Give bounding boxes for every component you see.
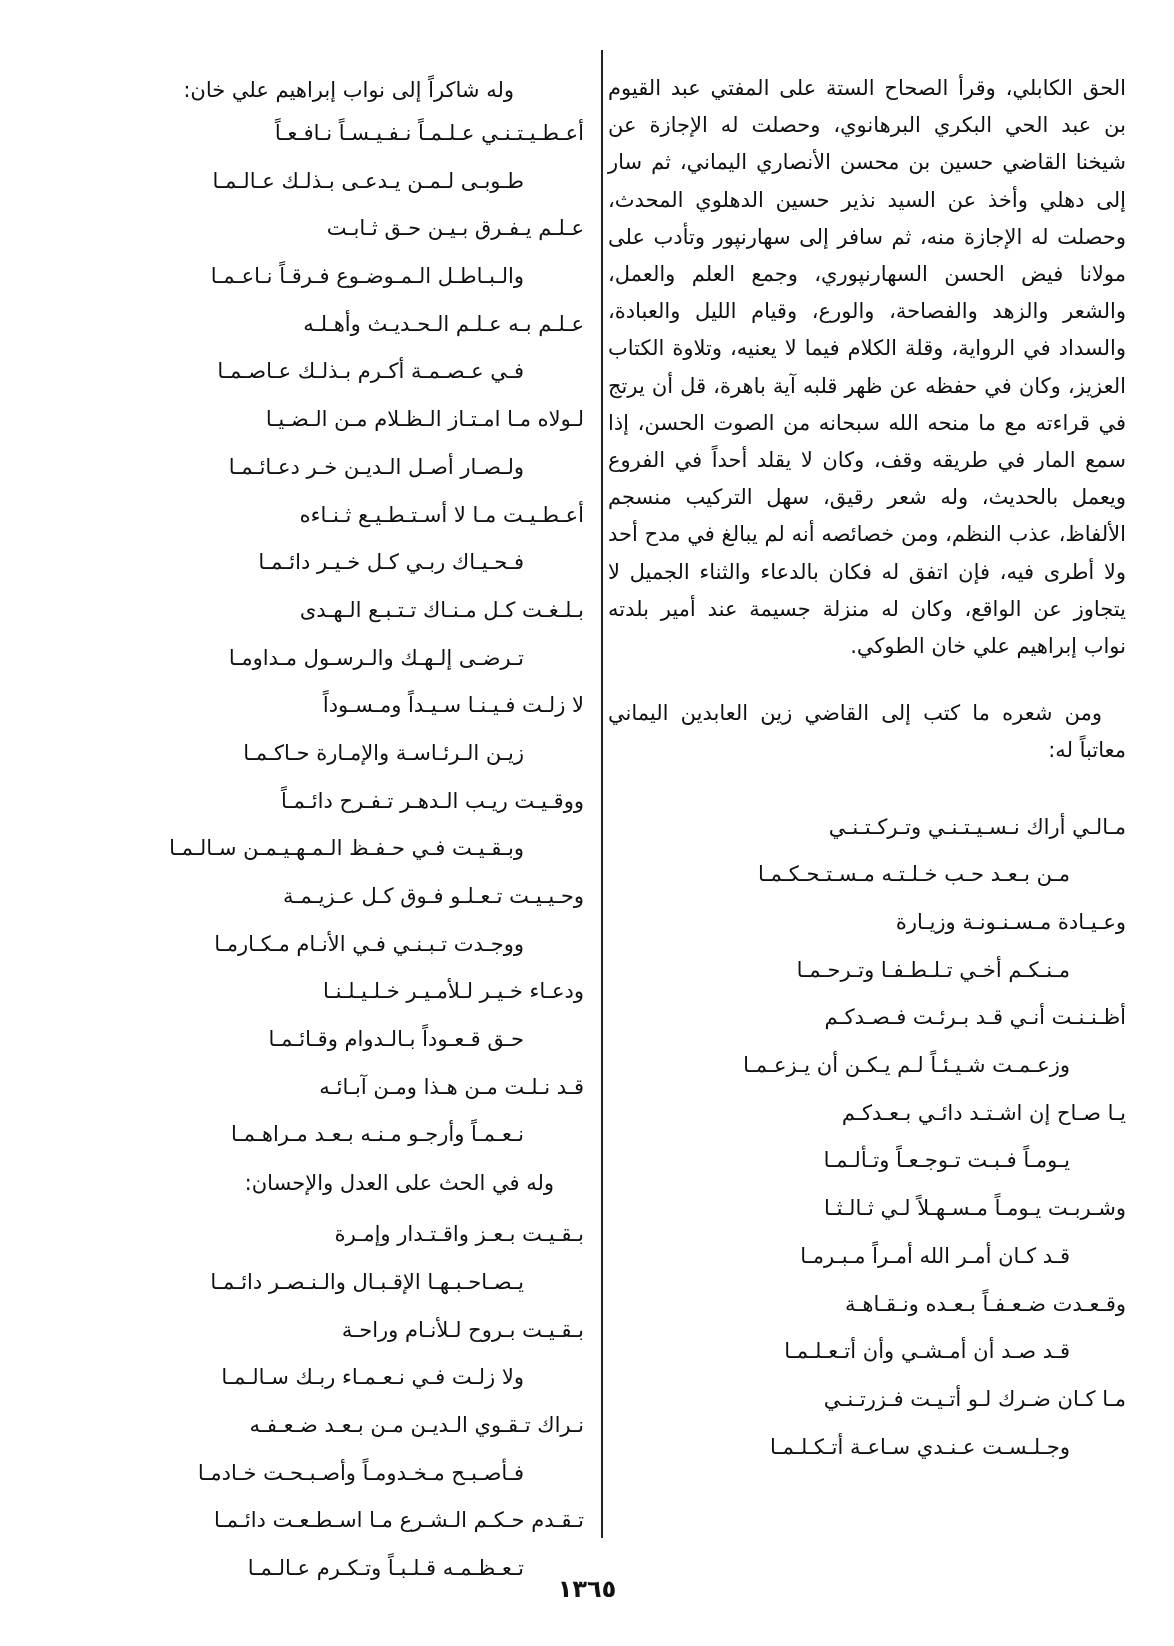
verse-line: نـعـمـاً وأرجـو مـنـه بـعـد مـراهـمـا [231,1122,524,1147]
verse-line: أعـطـيـتـنـي عـلـمـاً نـفـيـسـاً نـافـعـاً [274,121,584,145]
verse-line: قـد نـلـت مـن هـذا ومـن آبـائـه [319,1074,584,1099]
poem-heading-justice: وله في الحث على العدل والإحسان: [244,1171,554,1196]
poem-justice [84,1211,584,1593]
verse-line: ولـصـار أصـل الـديـن خـر دعـائـمـا [228,454,524,479]
verse-line: وقـعـدت ضـعـفـاً بـعـده ونـقـاهـة [845,1291,1126,1316]
column-divider [601,50,603,1538]
verse-line: قـد كـان أمـر الله أمـراً مـبـرمـا [800,1243,1070,1268]
verse-line: وشـربـت يـومـاً مـسـهـلاً لـي ثـالـثـا [824,1196,1126,1221]
verse-line: ولا زلـت فـي نـعـمـاء ربـك سـالـمـا [221,1365,524,1390]
poem-heading-gratitude: وله شاكراً إلى نواب إبراهيم علي خان: [183,78,514,102]
verse-line: وعـيـادة مـسـنـونـة وزيـارة [895,910,1126,935]
page-number: ١٣٦٥ [557,1575,617,1603]
verse-line: مـن بـعـد حـب خـلـتـه مـسـتـحـكـمـا [757,862,1070,887]
biography-paragraph: الحق الكابلي، وقرأ الصحاح الستة على المفتي عبد القيوم بن عبد الحي البكري البرهانوي، وحصلت له الإجازة عن شيخنا القاضي حسين بن محسن الأنصاري اليماني، ثم سار إلى دهلي وأخذ عن السيد نذير حسين الدهلوي المحدث، وحصلت له الإجازة منه، ثم سافر إلى سهارنپور وتأدب على مولانا فيض الحسن السهارنپوري، وجمع العلم والعمل، والشعر والزهد والفصاحة، والورع، وقيام الليل والعبادة، والسداد في الرواية، وقلة الكلام فيما لا يعنيه، وتلاوة الكتاب العزيز، وكان في حفظه عن ظهر قلبه آية باهرة، قل أن يرتج في قراءته مع ما منحه الله سبحانه من الصوت الحسن، إذا سمع المار في طريقه وقف، وكان لا يقلد أحداً في الفروع ويعمل بالحديث، وله شعر رقيق، سهل التركيب منسجم الألفاظ، عذب النظم، ومن خصائصه أنه لم يبالغ في مدح أحد ولا أطرى فيه، فإن اتفق له فكان بالدعاء والثناء الجميل لا يتجاوز عن الواقع، وكان له منزلة جسيمة عند أمير بلدته نواب إبراهيم علي خان الطوكي. [608,76,1126,659]
verse-line: ووجـدت تـبـنـي فـي الأنـام مـكـارمـا [214,931,524,956]
verse-line: مـالـي أراك نـسـيـتـنـي وتـركـتـنـي [828,814,1126,839]
verse-line: عـلـم يـفـرق بـيـن حـق ثـابـت [326,216,584,241]
verse-line: بـقـيـت بـعـز واقـتـدار وإمـرة [334,1222,584,1247]
verse-line: ودعـاء خـيـر لـلأمـيـر خـلـيـلـنـا [323,979,584,1004]
verse-line: ووقـيـت ريـب الـدهـر تـفـرح دائـمـاً [280,788,584,813]
biography-text [608,70,1126,770]
poem-intro: ومن شعره ما كتب إلى القاضي زين العابدين اليماني معاتباً له: [608,701,1126,763]
verse-line: نـراك تـقـوي الـديـن مـن بـعـد ضـعـفـه [249,1412,584,1437]
verse-line: فـأصـبـح مـخـدومـاً وأصـبـحـت خـادمـا [197,1460,524,1485]
verse-line: تـقـدم حـكـم الـشـرع مـا اسـطـعـت دائـمـا [214,1508,584,1533]
verse-line: يـا صـاح إن اشـتـد دائـي بـعـدكـم [841,1100,1126,1125]
verse-line: فـحـيـاك ربـي كـل خـيـر دائـمـا [258,550,524,575]
verse-line: تـعـظـمـه قـلـبـاً وتـكـرم عـالـمـا [247,1555,524,1580]
poem-reproach [608,804,1126,1472]
poem-gratitude [84,110,584,1159]
verse-line: بـلـغـت كـل مـنـاك تـتـبـع الـهـدى [299,597,584,622]
verse-line: بـقـيـت بـروح لـلأنـام وراحـة [341,1317,584,1342]
verse-line: حـق قـعـوداً بـالـدوام وقـائـمـا [268,1027,524,1052]
verse-line: يـومـاً فـبـت تـوجـعـاً وتـألـمـا [823,1148,1070,1173]
verse-line: أعـطـيـت مـا لا أسـتـطـيـع ثـنـاءه [299,502,584,527]
verse-line: فـي عـصـمـة أكـرم بـذلـك عـاصـمـا [217,359,524,384]
verse-line: عـلـم بـه عـلـم الـحـديـث وأهـلـه [303,311,584,336]
verse-line: قـد صـد أن أمـشـي وأن أتـعـلـمـا [784,1339,1070,1364]
verse-line: تـرضـى إلـهـك والـرسـول مـداومـا [228,645,524,670]
verse-line: مـا كـان ضـرك لـو أتـيـت فـزرتـنـي [823,1386,1126,1411]
verse-line: وبـقـيـت فـي حـفـظ الـمـهـيـمـن سـالـمـا [169,836,524,861]
verse-line: يـصـاحـبـهـا الإقـبـال والـنـصـر دائـمـا [210,1269,524,1294]
verse-line: طـوبـى لـمـن يـدعـى بـذلـك عـالـمـا [212,168,524,193]
verse-line: أظـنـنـت أنـي قـد بـرئـت فـصـدكـم [824,1005,1126,1030]
verse-line: لا زلـت فـيـنـا سـيـداً ومـسـوداً [322,693,584,718]
verse-line: زيـن الـرئـاسـة والإمـارة حـاكـمـا [243,740,524,765]
verse-line: والـبـاطـل الـمـوضـوع فـرقـاً نـاعـمـا [210,264,524,289]
verse-line: لـولاه مـا امـتـاز الـظـلام مـن الـضـيـا [265,407,584,432]
verse-line: وحـيـيـت تـعـلـو فـوق كـل عـزيـمـة [282,884,584,908]
verse-line: وزعـمـت شـيـئـاً لـم يـكـن أن يـزعـمـا [743,1053,1070,1078]
right-column [608,70,1126,1471]
verse-line: وجـلـسـت عـنـدي سـاعـة أتـكـلـمـا [769,1434,1070,1459]
verse-line: مـنـكـم أخـي تـلـطـفـا وتـرحـمـا [796,957,1070,982]
left-column [84,70,584,1593]
